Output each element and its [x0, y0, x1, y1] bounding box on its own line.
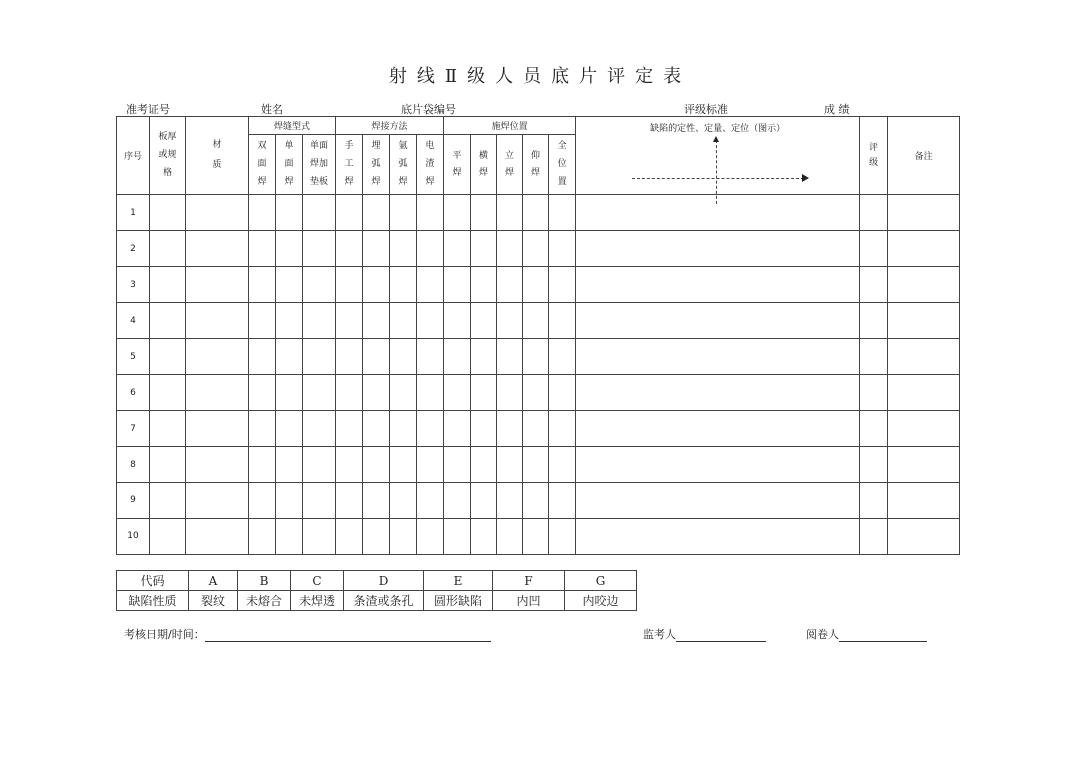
film-bag-no-field [401, 101, 564, 117]
table-cell[interactable] [471, 267, 497, 303]
table-cell[interactable] [576, 447, 860, 483]
nature-g: 内咬边 [565, 591, 637, 611]
table-cell[interactable] [860, 375, 888, 411]
table-cell[interactable] [186, 482, 249, 518]
table-cell[interactable] [249, 447, 276, 483]
table-cell[interactable] [471, 231, 497, 267]
name-label: 姓名 [261, 103, 283, 116]
marker-field [806, 626, 927, 642]
table-cell[interactable] [576, 411, 860, 447]
nature-c: 未焊透 [291, 591, 344, 611]
header-seq: 序号 [117, 117, 150, 195]
table-cell[interactable] [497, 339, 523, 375]
header-defect [576, 117, 860, 195]
standard-label: 评级标准 [684, 103, 728, 116]
table-cell[interactable] [336, 375, 363, 411]
table-cell[interactable] [860, 339, 888, 375]
table-cell[interactable] [497, 267, 523, 303]
table-cell[interactable] [860, 447, 888, 483]
table-cell[interactable] [576, 195, 860, 231]
table-cell[interactable] [336, 482, 363, 518]
x-axis-line [632, 178, 804, 179]
table-cell[interactable] [523, 195, 549, 231]
axes-sketch [576, 134, 859, 192]
defect-code-table [116, 570, 637, 611]
table-cell[interactable] [186, 518, 249, 554]
table-cell[interactable] [186, 411, 249, 447]
table-cell[interactable] [276, 267, 303, 303]
table-cell[interactable] [336, 411, 363, 447]
marker-blank[interactable] [839, 629, 927, 642]
table-cell[interactable] [497, 195, 523, 231]
table-cell[interactable] [417, 303, 444, 339]
table-cell[interactable] [523, 267, 549, 303]
table-cell[interactable] [888, 482, 960, 518]
table-cell[interactable] [523, 375, 549, 411]
table-cell[interactable] [276, 482, 303, 518]
table-cell[interactable] [523, 482, 549, 518]
position-vertical: 立 焊 [497, 135, 523, 195]
table-cell[interactable] [549, 303, 576, 339]
table-cell[interactable] [276, 339, 303, 375]
table-cell[interactable] [249, 303, 276, 339]
table-cell[interactable] [249, 482, 276, 518]
table-cell[interactable] [186, 231, 249, 267]
position-flat: 平 焊 [444, 135, 471, 195]
table-cell[interactable] [549, 267, 576, 303]
table-cell[interactable] [417, 195, 444, 231]
row-number: 5 [117, 339, 150, 375]
table-cell[interactable] [417, 267, 444, 303]
code-row [117, 571, 637, 591]
table-cell[interactable] [549, 231, 576, 267]
table-cell[interactable] [276, 375, 303, 411]
seam-backing: 单面 焊加 垫板 [303, 135, 336, 195]
table-cell[interactable] [860, 482, 888, 518]
table-cell[interactable] [276, 195, 303, 231]
table-cell[interactable] [523, 339, 549, 375]
table-cell[interactable] [471, 518, 497, 554]
nature-f: 内凹 [493, 591, 565, 611]
table-cell[interactable] [549, 195, 576, 231]
table-cell[interactable] [336, 339, 363, 375]
group-seam-type: 焊缝型式 [249, 117, 336, 135]
table-cell[interactable] [363, 482, 390, 518]
table-cell[interactable] [150, 482, 186, 518]
table-cell[interactable] [150, 411, 186, 447]
nature-e: 圆形缺陷 [424, 591, 493, 611]
table-cell[interactable] [549, 339, 576, 375]
table-cell[interactable] [186, 195, 249, 231]
table-cell[interactable] [150, 518, 186, 554]
table-cell[interactable] [390, 231, 417, 267]
table-cell[interactable] [888, 339, 960, 375]
table-cell[interactable] [860, 231, 888, 267]
table-cell[interactable] [390, 267, 417, 303]
table-cell[interactable] [150, 339, 186, 375]
table-cell[interactable] [276, 231, 303, 267]
invigilator-blank[interactable] [676, 629, 766, 642]
table-cell[interactable] [186, 303, 249, 339]
table-cell[interactable] [249, 411, 276, 447]
table-row [117, 482, 960, 518]
position-horizontal: 横 焊 [471, 135, 497, 195]
table-cell[interactable] [390, 339, 417, 375]
method-manual: 手 工 焊 [336, 135, 363, 195]
header-plate: 板厚 或规 格 [150, 117, 186, 195]
table-cell[interactable] [523, 518, 549, 554]
table-cell[interactable] [549, 447, 576, 483]
table-cell[interactable] [860, 411, 888, 447]
table-cell[interactable] [471, 411, 497, 447]
table-row [117, 231, 960, 267]
table-cell[interactable] [523, 231, 549, 267]
exam-date-blank[interactable] [205, 629, 491, 642]
table-cell[interactable] [186, 375, 249, 411]
code-e: E [424, 571, 493, 591]
table-cell[interactable] [336, 447, 363, 483]
nature-b: 未熔合 [238, 591, 291, 611]
table-cell[interactable] [576, 339, 860, 375]
table-cell[interactable] [444, 231, 471, 267]
table-cell[interactable] [576, 518, 860, 554]
evaluation-table [116, 116, 960, 555]
table-cell[interactable] [417, 231, 444, 267]
row-number: 9 [117, 482, 150, 518]
table-cell[interactable] [576, 267, 860, 303]
exam-date-label: 考核日期/时间： [124, 628, 205, 641]
table-row [117, 375, 960, 411]
table-cell[interactable] [303, 375, 336, 411]
table-cell[interactable] [276, 411, 303, 447]
table-cell[interactable] [444, 339, 471, 375]
code-g: G [565, 571, 637, 591]
table-cell[interactable] [150, 303, 186, 339]
table-cell[interactable] [523, 447, 549, 483]
table-cell[interactable] [444, 303, 471, 339]
table-cell[interactable] [417, 411, 444, 447]
table-cell[interactable] [471, 447, 497, 483]
table-cell[interactable] [417, 447, 444, 483]
table-body [117, 195, 960, 555]
table-cell[interactable] [471, 195, 497, 231]
row-number: 3 [117, 267, 150, 303]
y-axis-line [716, 140, 717, 204]
marker-label: 阅卷人 [806, 628, 839, 641]
table-cell[interactable] [150, 231, 186, 267]
table-cell[interactable] [549, 375, 576, 411]
table-cell[interactable] [390, 518, 417, 554]
defect-caption: 缺陷的定性、定量、定位（图示） [650, 124, 786, 134]
table-cell[interactable] [444, 447, 471, 483]
table-row [117, 303, 960, 339]
table-cell[interactable] [417, 482, 444, 518]
table-cell[interactable] [249, 267, 276, 303]
table-cell[interactable] [390, 195, 417, 231]
form-title: 射线Ⅱ级人员底片评定表 [388, 66, 692, 87]
table-cell[interactable] [497, 375, 523, 411]
table-cell[interactable] [303, 195, 336, 231]
table-cell[interactable] [888, 411, 960, 447]
table-cell[interactable] [363, 411, 390, 447]
method-argon: 氩 弧 焊 [390, 135, 417, 195]
table-cell[interactable] [249, 231, 276, 267]
nature-row [117, 591, 637, 611]
table-cell[interactable] [303, 411, 336, 447]
table-cell[interactable] [303, 447, 336, 483]
row-number: 7 [117, 411, 150, 447]
film-bag-no-label: 底片袋编号 [401, 103, 456, 116]
y-arrow-icon [713, 136, 719, 142]
nature-a: 裂纹 [189, 591, 238, 611]
row-number: 4 [117, 303, 150, 339]
position-overhead: 仰 焊 [523, 135, 549, 195]
table-cell[interactable] [888, 518, 960, 554]
table-cell[interactable] [860, 518, 888, 554]
table-cell[interactable] [576, 303, 860, 339]
table-cell[interactable] [444, 411, 471, 447]
table-cell[interactable] [303, 518, 336, 554]
table-row [117, 339, 960, 375]
table-cell[interactable] [444, 375, 471, 411]
table-cell[interactable] [390, 447, 417, 483]
table-cell[interactable] [249, 339, 276, 375]
table-cell[interactable] [336, 231, 363, 267]
table-cell[interactable] [363, 447, 390, 483]
table-cell[interactable] [336, 267, 363, 303]
table-cell[interactable] [497, 482, 523, 518]
code-c: C [291, 571, 344, 591]
code-header-label: 代码 [117, 571, 189, 591]
header-material: 材 质 [186, 117, 249, 195]
table-cell[interactable] [336, 518, 363, 554]
table-cell[interactable] [860, 267, 888, 303]
table-cell[interactable] [336, 195, 363, 231]
code-a: A [189, 571, 238, 591]
table-cell[interactable] [303, 303, 336, 339]
table-cell[interactable] [860, 303, 888, 339]
candidate-no-label: 准考证号 [126, 103, 170, 116]
position-all: 全 位 置 [549, 135, 576, 195]
code-d: D [344, 571, 424, 591]
row-number: 6 [117, 375, 150, 411]
table-cell[interactable] [417, 518, 444, 554]
table-cell[interactable] [549, 518, 576, 554]
table-cell[interactable] [576, 231, 860, 267]
table-cell[interactable] [303, 339, 336, 375]
table-cell[interactable] [390, 303, 417, 339]
table-cell[interactable] [549, 482, 576, 518]
group-weld-method: 焊接方法 [336, 117, 444, 135]
score-field [824, 101, 928, 117]
name-field [261, 101, 367, 117]
table-row [117, 411, 960, 447]
table-cell[interactable] [417, 375, 444, 411]
table-cell[interactable] [303, 267, 336, 303]
table-cell[interactable] [186, 447, 249, 483]
table-cell[interactable] [276, 518, 303, 554]
table-row [117, 447, 960, 483]
invigilator-label: 监考人 [643, 628, 676, 641]
table-cell[interactable] [363, 231, 390, 267]
table-cell[interactable] [186, 267, 249, 303]
seam-single: 单 面 焊 [276, 135, 303, 195]
code-b: B [238, 571, 291, 591]
row-number: 8 [117, 447, 150, 483]
table-cell[interactable] [888, 303, 960, 339]
table-cell[interactable] [363, 195, 390, 231]
table-cell[interactable] [444, 195, 471, 231]
table-cell[interactable] [303, 482, 336, 518]
table-cell[interactable] [576, 375, 860, 411]
table-cell[interactable] [249, 518, 276, 554]
table-cell[interactable] [888, 267, 960, 303]
table-cell[interactable] [363, 303, 390, 339]
table-cell[interactable] [471, 339, 497, 375]
table-cell[interactable] [549, 411, 576, 447]
row-number: 1 [117, 195, 150, 231]
table-cell[interactable] [497, 303, 523, 339]
table-cell[interactable] [150, 375, 186, 411]
method-electroslag: 电 渣 焊 [417, 135, 444, 195]
seam-double: 双 面 焊 [249, 135, 276, 195]
table-cell[interactable] [276, 447, 303, 483]
table-cell[interactable] [336, 303, 363, 339]
table-cell[interactable] [249, 195, 276, 231]
table-cell[interactable] [860, 195, 888, 231]
code-f: F [493, 571, 565, 591]
table-cell[interactable] [471, 482, 497, 518]
table-cell[interactable] [303, 231, 336, 267]
invigilator-field [643, 626, 766, 642]
table-cell[interactable] [276, 303, 303, 339]
table-cell[interactable] [150, 447, 186, 483]
table-cell[interactable] [523, 303, 549, 339]
table-cell[interactable] [497, 447, 523, 483]
table-row [117, 267, 960, 303]
table-cell[interactable] [888, 231, 960, 267]
table-cell[interactable] [888, 447, 960, 483]
table-cell[interactable] [444, 482, 471, 518]
table-cell[interactable] [444, 518, 471, 554]
table-cell[interactable] [497, 231, 523, 267]
score-label: 成 绩 [824, 103, 850, 116]
standard-field [684, 101, 822, 117]
table-cell[interactable] [888, 375, 960, 411]
table-cell[interactable] [471, 303, 497, 339]
table-cell[interactable] [363, 375, 390, 411]
header-note: 备注 [888, 117, 960, 195]
table-cell[interactable] [150, 195, 186, 231]
header-row-1 [117, 117, 960, 135]
exam-date-field [124, 626, 491, 642]
table-cell[interactable] [497, 411, 523, 447]
table-cell[interactable] [186, 339, 249, 375]
table-cell[interactable] [390, 411, 417, 447]
table-cell[interactable] [150, 267, 186, 303]
method-submerged: 埋 弧 焊 [363, 135, 390, 195]
table-cell[interactable] [390, 375, 417, 411]
table-cell[interactable] [363, 267, 390, 303]
table-cell[interactable] [417, 339, 444, 375]
group-weld-position: 施焊位置 [444, 117, 576, 135]
table-cell[interactable] [888, 195, 960, 231]
nature-header-label: 缺陷性质 [117, 591, 189, 611]
header-grade: 评 级 [860, 117, 888, 195]
nature-d: 条渣或条孔 [344, 591, 424, 611]
candidate-no-field [126, 101, 256, 117]
row-number: 10 [117, 518, 150, 554]
table-cell[interactable] [249, 375, 276, 411]
table-cell[interactable] [444, 267, 471, 303]
table-row [117, 195, 960, 231]
table-cell[interactable] [471, 375, 497, 411]
table-cell[interactable] [497, 518, 523, 554]
table-cell[interactable] [363, 518, 390, 554]
table-row [117, 518, 960, 554]
table-cell[interactable] [363, 339, 390, 375]
table-cell[interactable] [390, 482, 417, 518]
table-cell[interactable] [523, 411, 549, 447]
row-number: 2 [117, 231, 150, 267]
x-arrow-icon [802, 174, 809, 182]
table-cell[interactable] [576, 482, 860, 518]
